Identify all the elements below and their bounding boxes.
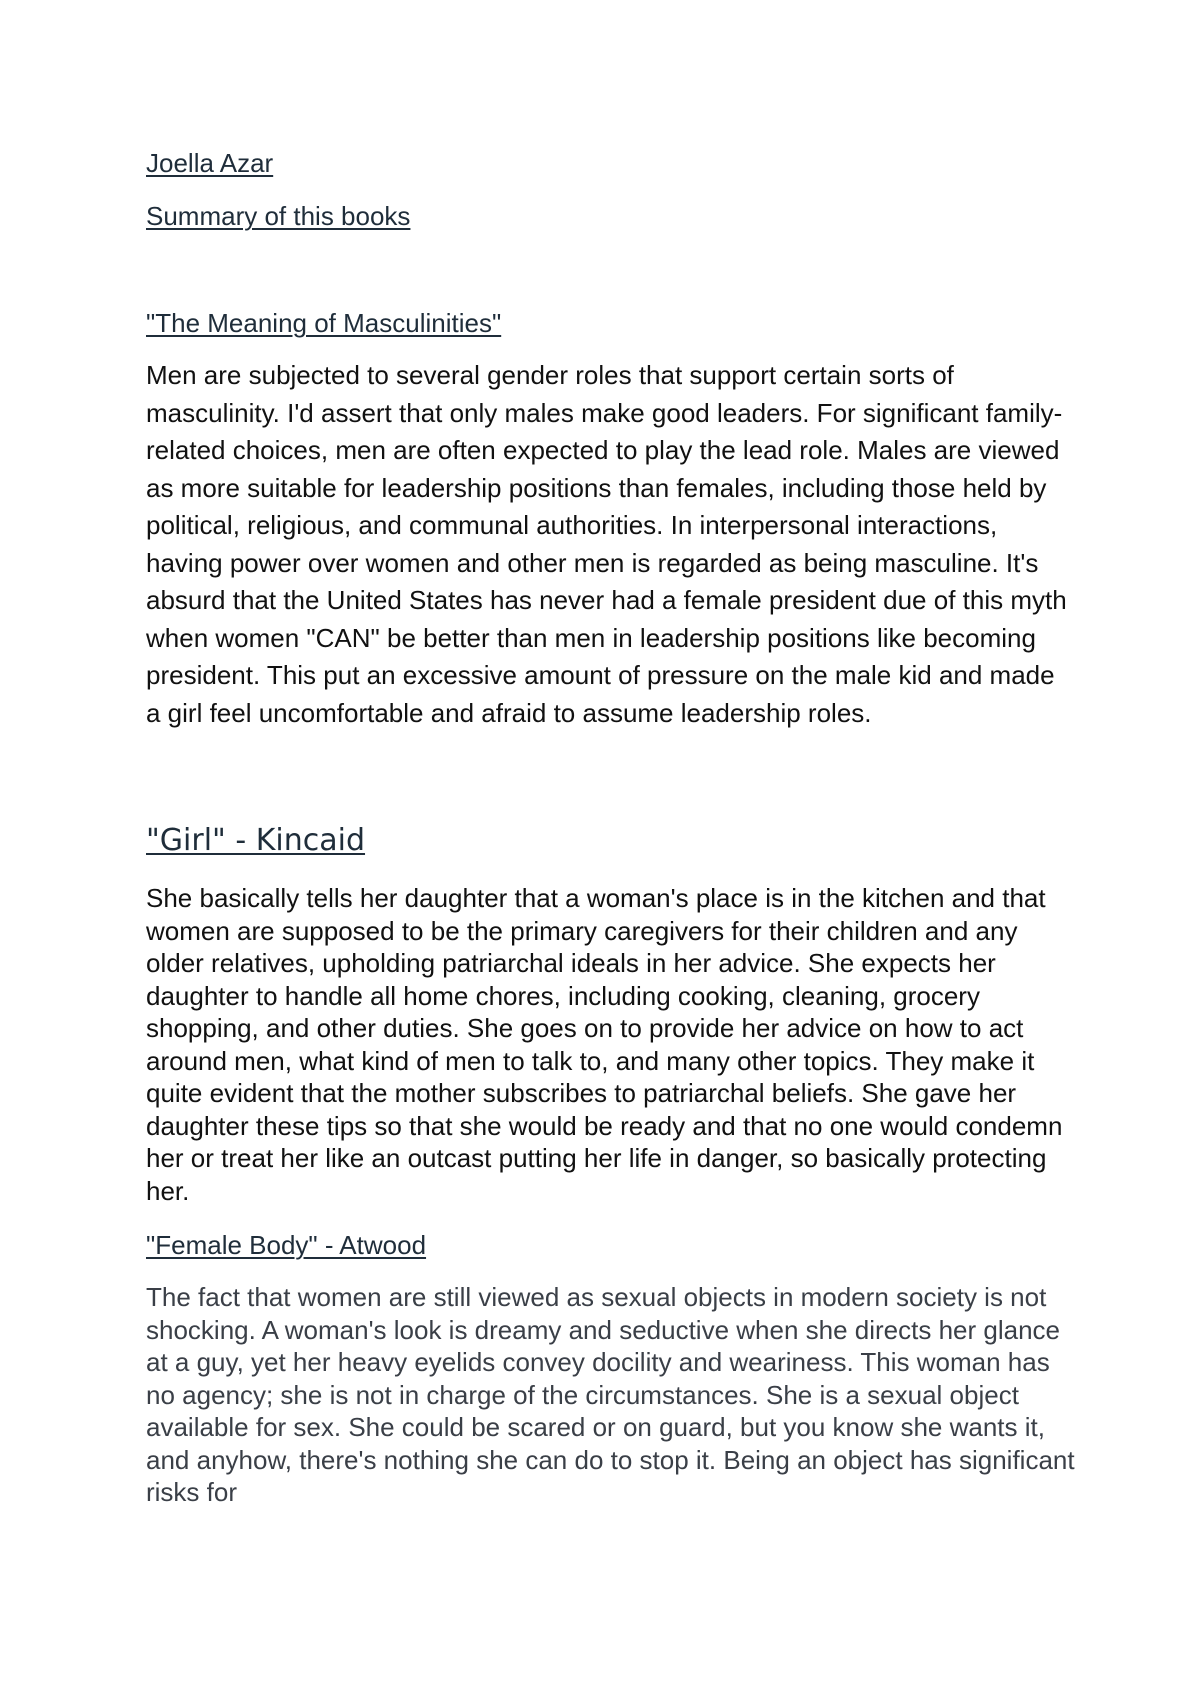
- section-heading-girl: "Girl" - Kincaid: [146, 823, 366, 858]
- section-heading-female-body: "Female Body" - Atwood: [146, 1230, 427, 1260]
- document-title: Summary of this books: [146, 201, 411, 231]
- section-body-girl: She basically tells her daughter that a woman's place is in the kitchen and that women are supposed to be the primary caregivers for their children and any older relatives, upholding patriarchal ideals in her advice. She expects her daughter to handle all home chores, including cooking, cleaning, grocery shopping, and other duties. She goes on to provide her advice on how to act around men, what kind of men to talk to, and many other topics. They make it quite evident that the mother subscribes to patriarchal beliefs. She gave her daughter these tips so that she would be ready and that no one would condemn her or treat her like an outcast putting her life in danger, so basically protecting her.: [146, 883, 1063, 1206]
- author-name: Joella Azar: [146, 148, 274, 178]
- section-body-female-body: The fact that women are still viewed as sexual objects in modern society is not shocking. A woman's look is dreamy and seductive when she directs her glance at a guy, yet her heavy eyelids convey docility and weariness. This woman has no agency; she is not in charge of the circumstances. She is a sexual object available for sex. She could be scared or on guard, but you know she wants it, and anyhow, there's nothing she can do to stop it. Being an object has significant risks for: [146, 1282, 1075, 1507]
- section-body-masculinities: Men are subjected to several gender roles that support certain sorts of masculinity. I'd assert that only males make good leaders. For significant family-related choices, men are often expected to play the lead role. Males are viewed as more suitable for leadership positions than females, including those held by political, religious, and communal authorities. In interpersonal interactions, having power over women and other men is regarded as being masculine. It's absurd that the United States has never had a female president due of this myth when women "CAN" be better than men in leadership positions like becoming president. This put an excessive amount of pressure on the male kid and made a girl feel uncomfortable and afraid to assume leadership roles.: [146, 360, 1067, 728]
- section-heading-masculinities: "The Meaning of Masculinities": [146, 308, 502, 338]
